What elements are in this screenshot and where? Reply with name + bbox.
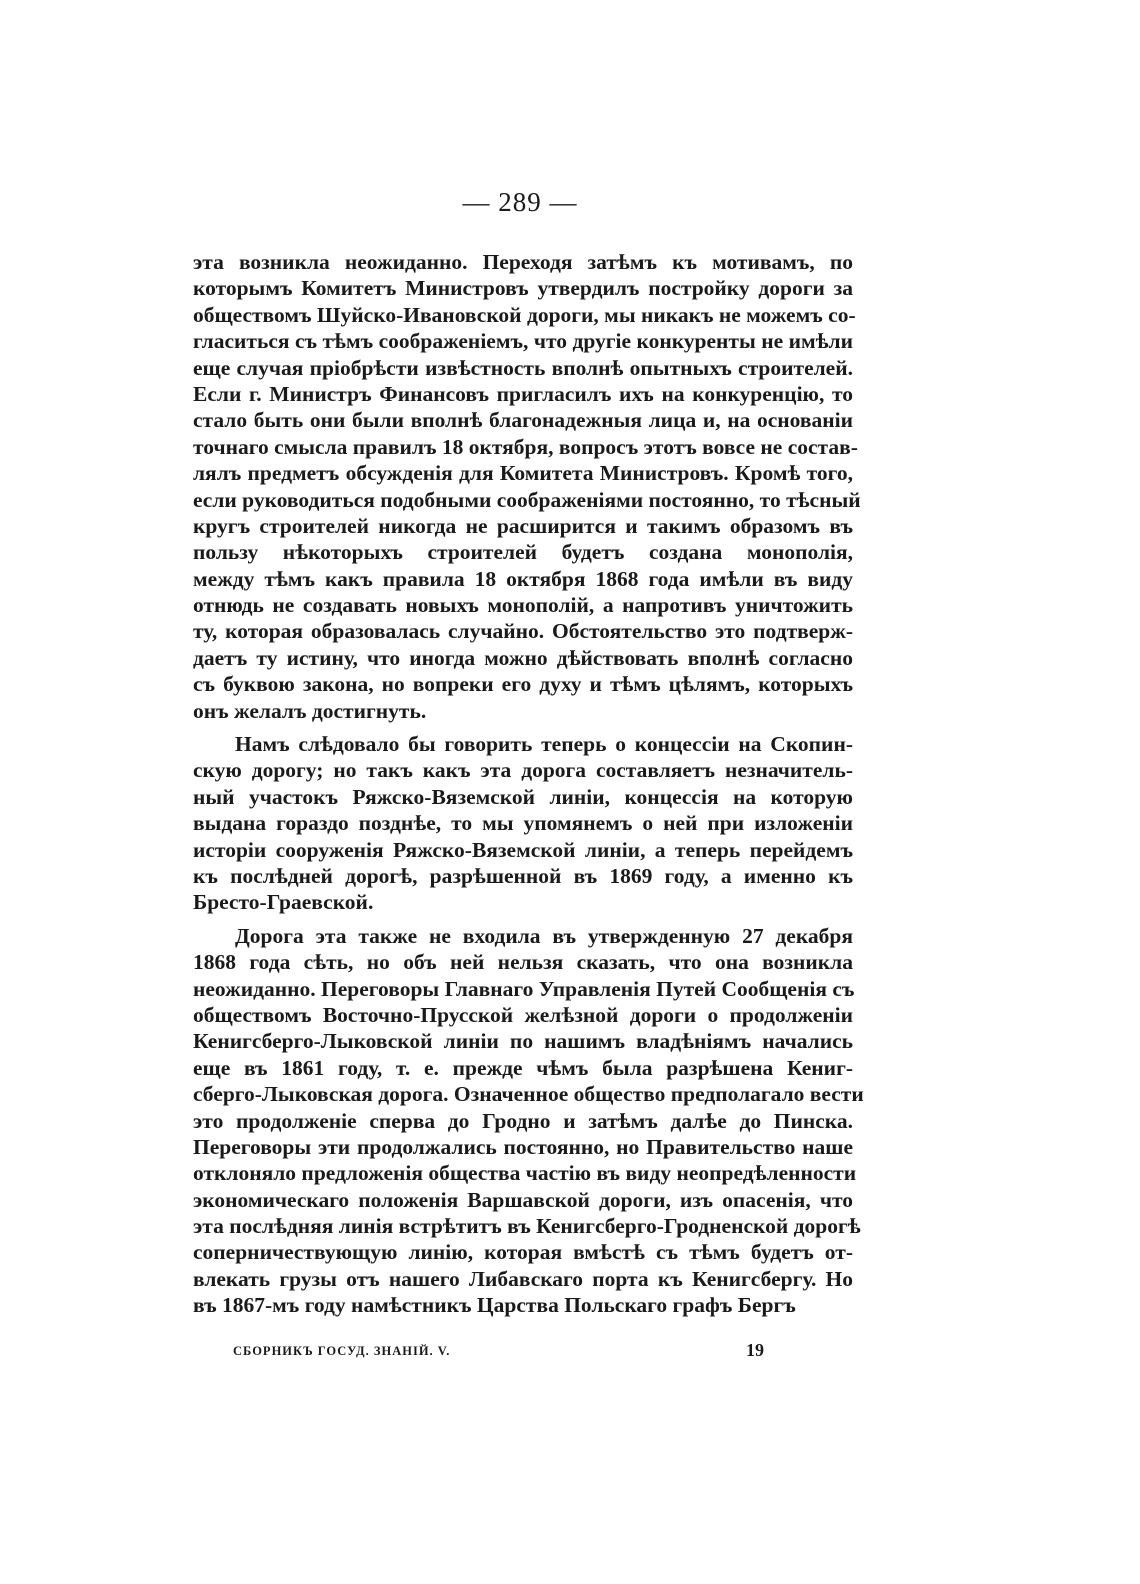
text-line: отнюдь не создавать новыхъ монополій, а напротивъ уничтожить: [193, 593, 853, 618]
text-line: въ 1867-мъ году намѣстникъ Царства Польскаго графъ Бергъ: [193, 1293, 796, 1318]
text-line: Бресто-Граевской.: [193, 890, 374, 915]
text-line: даетъ ту истину, что иногда можно дѣйствовать вполнѣ согласно: [193, 645, 853, 670]
text-line: экономическаго положенія Варшавской дороги, изъ опасенія, что: [193, 1187, 853, 1212]
text-line: Кенигсберго-Лыковской линіи по нашимъ владѣніямъ начались: [193, 1029, 853, 1054]
sheet-number: 19: [746, 1340, 764, 1360]
text-line: ный участокъ Ряжско-Вяземской линіи, концессія на которую: [193, 784, 853, 809]
text-line: гласиться съ тѣмъ соображеніемъ, что другіе конкуренты не имѣли: [193, 329, 853, 354]
text-line: точнаго смысла правилъ 18 октября, вопросъ этотъ вовсе не состав-: [193, 434, 858, 459]
page-number: — 289 —: [462, 187, 578, 217]
text-line: Если г. Министръ Финансовъ пригласилъ ихъ на конкуренцію, то: [193, 381, 853, 406]
text-line: 1868 года сѣть, но объ ней нельзя сказать, что она возникла: [193, 950, 853, 975]
text-line: еще случая пріобрѣсти извѣстность вполнѣ опытныхъ строителей.: [193, 355, 853, 380]
text-line: между тѣмъ какъ правила 18 октября 1868 года имѣли въ виду: [193, 566, 853, 591]
text-line: исторіи сооруженія Ряжско-Вяземской линіи, а теперь перейдемъ: [193, 837, 853, 862]
text-line: съ буквою закона, но вопреки его духу и тѣмъ цѣлямъ, которыхъ: [193, 672, 853, 697]
text-line: онъ желалъ достигнуть.: [193, 698, 427, 723]
text-line: лялъ предметъ обсужденія для Комитета Министровъ. Кромѣ того,: [193, 461, 853, 486]
text-line: ту, которая образовалась случайно. Обстоятельство это подтверж-: [193, 619, 853, 644]
text-line: эта послѣдняя линія встрѣтитъ въ Кенигсберго-Гродненской дорогѣ: [193, 1214, 861, 1239]
text-line: соперничествующую линію, которая вмѣстѣ съ тѣмъ будетъ от-: [193, 1240, 853, 1265]
text-line: стало быть они были вполнѣ благонадежныя лица и, на основаніи: [193, 408, 853, 433]
text-line: Переговоры эти продолжались постоянно, но Правительство наше: [193, 1134, 853, 1159]
text-line: обществомъ Восточно-Прусской желѣзной дороги о продолженіи: [193, 1002, 853, 1027]
text-line: еще въ 1861 году, т. е. прежде чѣмъ была разрѣшена Кениг-: [193, 1055, 853, 1080]
text-line: которымъ Комитетъ Министровъ утвердилъ постройку дороги за: [193, 276, 853, 301]
text-line: Дорога эта также не входила въ утвержденную 27 декабря: [235, 923, 853, 948]
paragraph: [193, 923, 864, 1319]
text-line: къ послѣдней дорогѣ, разрѣшенной въ 1869 году, а именно къ: [193, 863, 853, 888]
paragraph: [193, 731, 853, 916]
signature-mark: СБОРНИКЪ ГОСУД. ЗНАНІЙ. V.: [233, 1344, 451, 1358]
body-text: [193, 249, 864, 1319]
text-line: обществомъ Шуйско-Ивановской дороги, мы никакъ не можемъ со-: [193, 302, 856, 327]
text-line: отклоняло предложенія общества частію въ виду неопредѣленности: [193, 1161, 857, 1186]
text-line: если руководиться подобными соображеніями постоянно, то тѣсный: [193, 487, 861, 512]
page-footer: [0, 1340, 1140, 1370]
text-line: это продолженіе сперва до Гродно и затѣмъ далѣе до Пинска.: [193, 1108, 853, 1133]
text-line: выдана гораздо позднѣе, то мы упомянемъ о ней при изложеніи: [193, 811, 853, 836]
text-line: скую дорогу; но такъ какъ эта дорога составляетъ незначитель-: [193, 758, 853, 783]
text-line: сберго-Лыковская дорога. Означенное общество предполагало вести: [193, 1082, 864, 1107]
paragraph: [193, 249, 861, 724]
text-line: влекать грузы отъ нашего Либавскаго порта къ Кенигсбергу. Но: [193, 1266, 853, 1291]
text-line: пользу нѣкоторыхъ строителей будетъ создана монополія,: [193, 540, 853, 565]
text-line: эта возникла неожиданно. Переходя затѣмъ къ мотивамъ, по: [193, 250, 853, 274]
text-line: Намъ слѣдовало бы говорить теперь о концессіи на Скопин-: [235, 732, 853, 757]
text-line: кругъ строителей никогда не расширится и такимъ образомъ въ: [193, 513, 853, 538]
text-line: неожиданно. Переговоры Главнаго Управленія Путей Сообщенія съ: [193, 976, 855, 1001]
